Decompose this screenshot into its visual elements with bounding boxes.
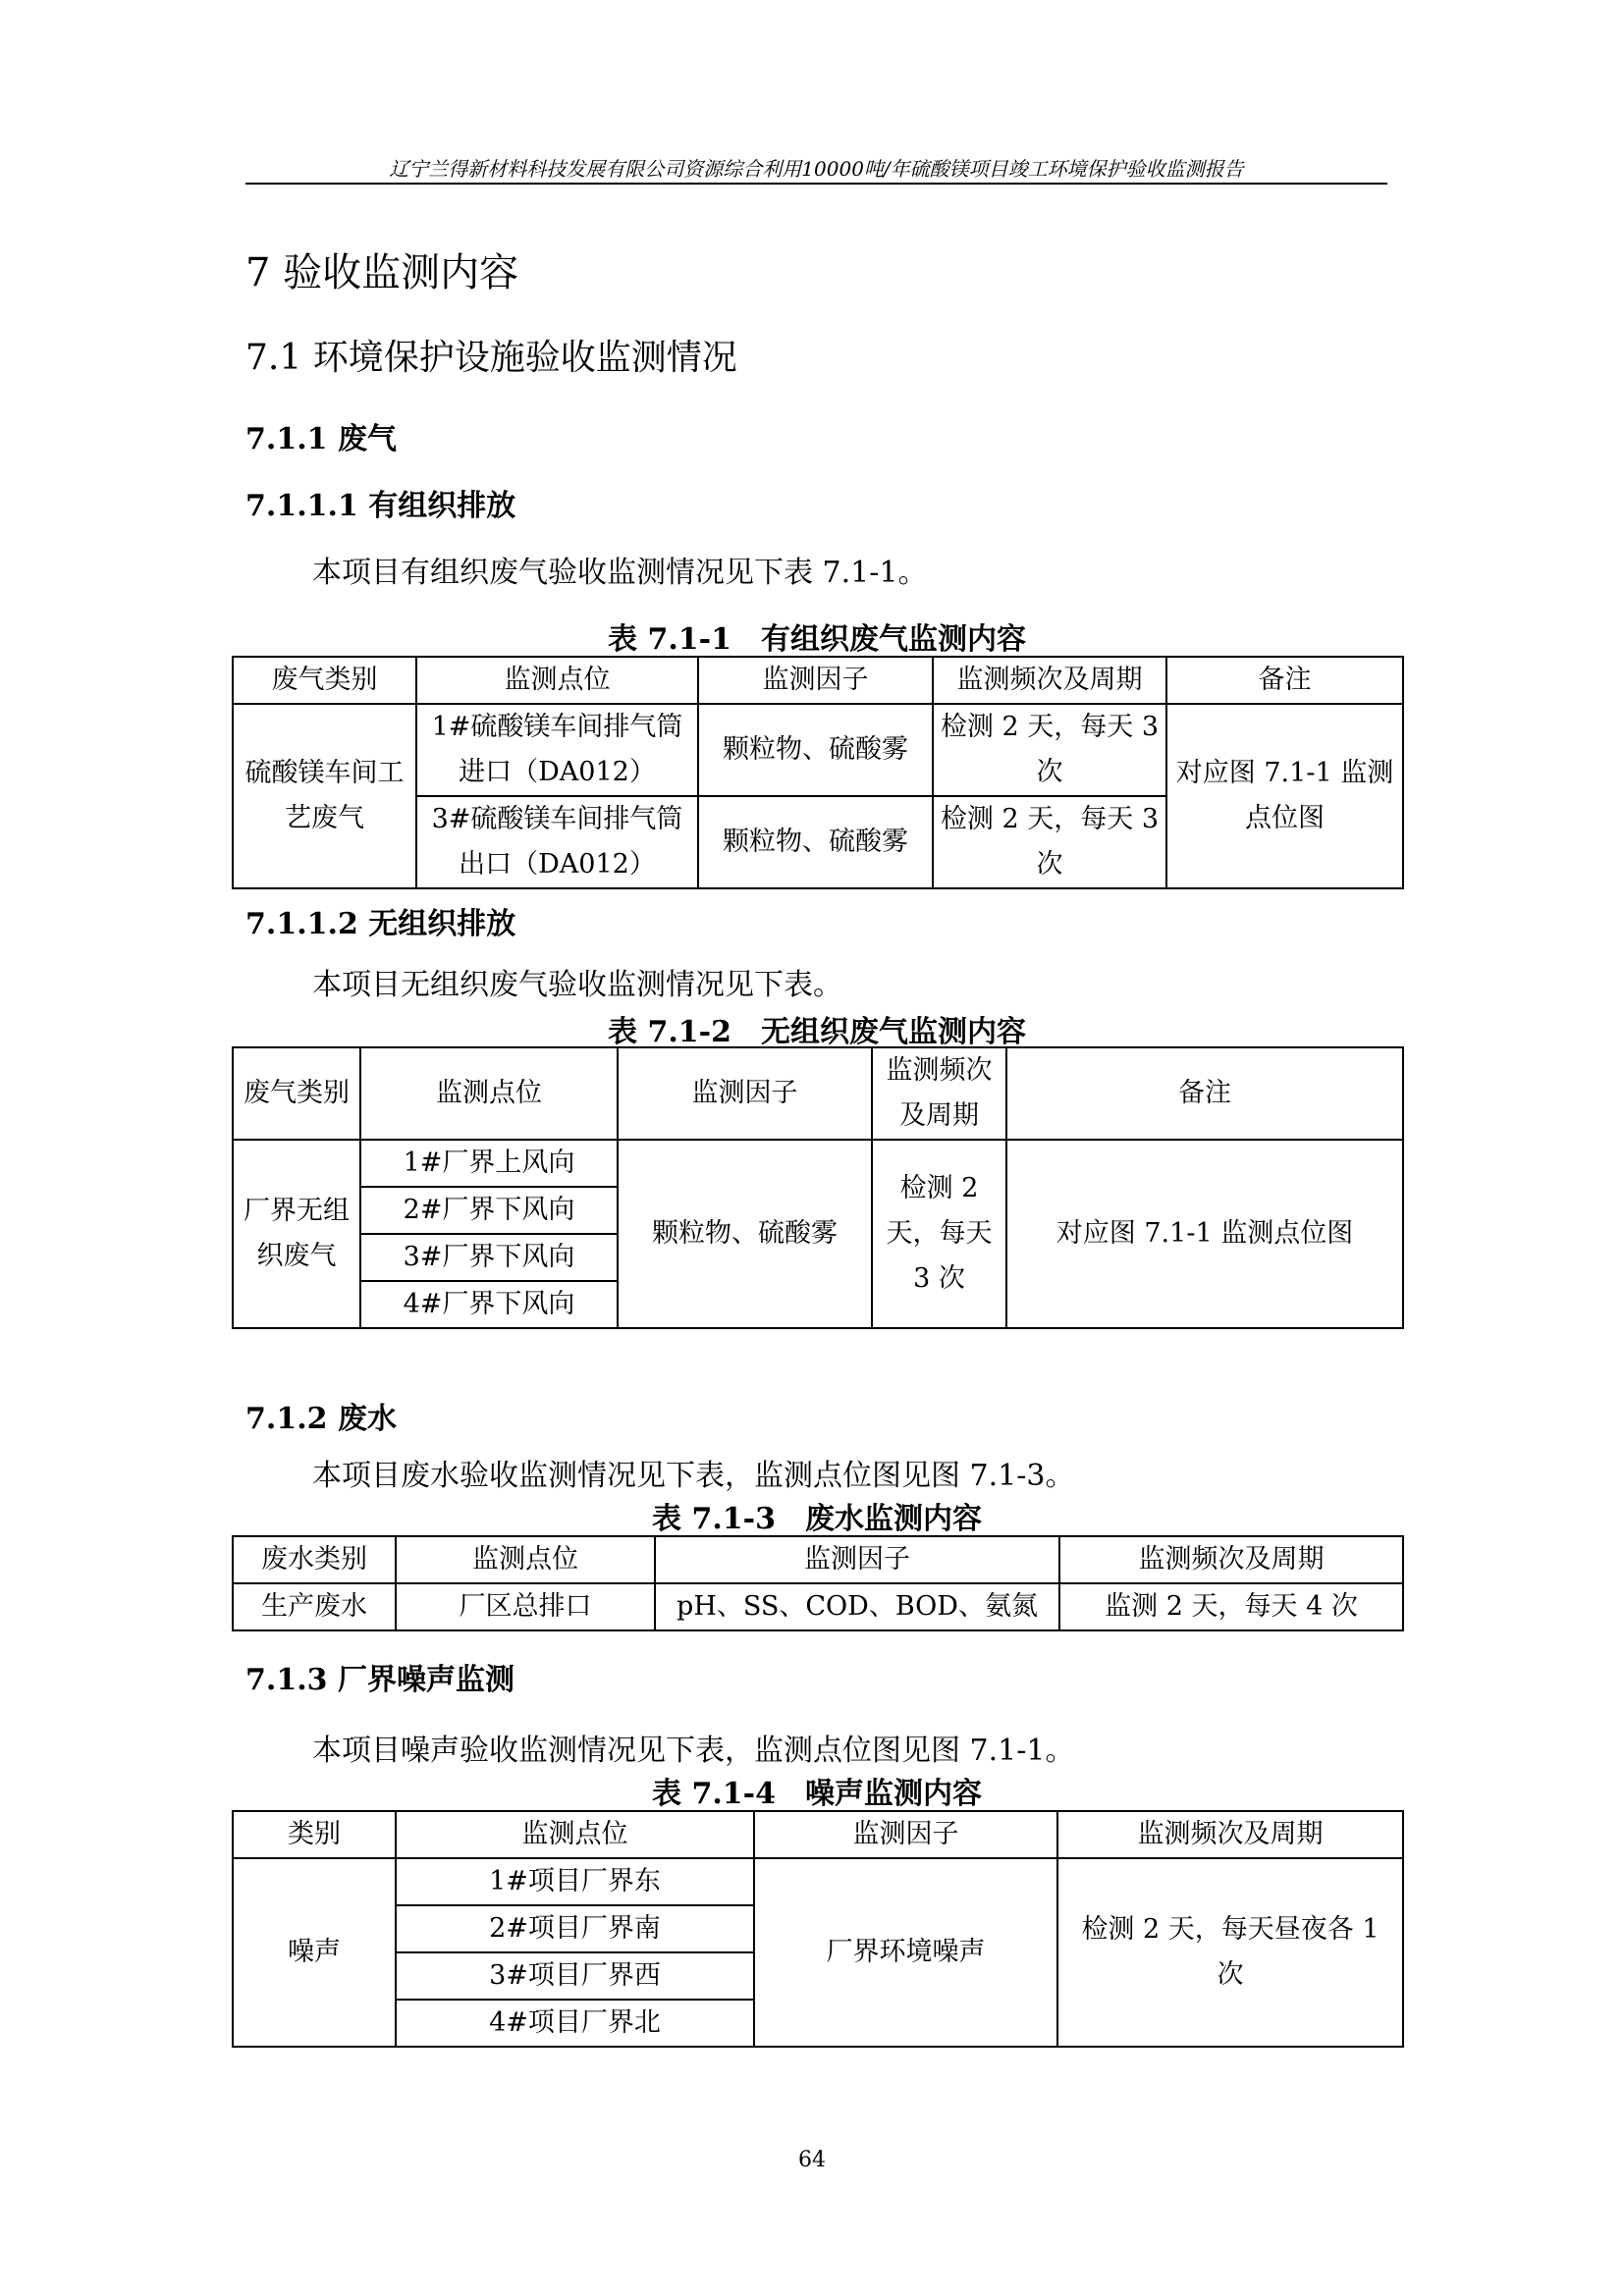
subsubsection-title-organized: 7.1.1.1 有组织排放 <box>245 489 516 523</box>
table-noise <box>232 1810 1404 2048</box>
table-caption-4: 表 7.1-4 噪声监测内容 <box>652 1777 982 1811</box>
factor-cell: 颗粒物、硫酸雾 <box>698 704 933 796</box>
point-cell: 1#硫酸镁车间排气筒进口（DA012） <box>416 704 698 796</box>
header-cell: 监测频次及周期 <box>1059 1536 1403 1583</box>
header-cell: 废气类别 <box>233 657 416 704</box>
frequency-cell: 检测 2 天，每天 3 次 <box>872 1140 1006 1328</box>
table-header-row <box>233 1811 1403 1858</box>
header-cell: 监测点位 <box>416 657 698 704</box>
header-cell: 监测频次及周期 <box>933 657 1166 704</box>
header-cell: 监测因子 <box>754 1811 1057 1858</box>
table-row <box>233 1583 1403 1630</box>
category-cell: 厂界无组织废气 <box>233 1140 360 1328</box>
header-cell: 备注 <box>1006 1047 1403 1140</box>
header-rule <box>245 183 1387 185</box>
chapter-title: 7 验收监测内容 <box>245 250 519 295</box>
header-cell: 监测因子 <box>698 657 933 704</box>
running-header: 辽宁兰得新材料科技发展有限公司资源综合利用10000吨/年硫酸镁项目竣工环境保护验收监测报告 <box>389 157 1244 181</box>
paragraph-unorganized: 本项目无组织废气验收监测情况见下表。 <box>312 968 842 1002</box>
table-unorganized-waste-gas <box>232 1046 1404 1329</box>
factor-cell: 厂界环境噪声 <box>754 1858 1057 2047</box>
point-cell: 3#项目厂界西 <box>396 1952 754 2000</box>
point-cell: 2#项目厂界南 <box>396 1905 754 1952</box>
point-cell: 4#项目厂界北 <box>396 2000 754 2047</box>
header-cell: 类别 <box>233 1811 396 1858</box>
subsection-title-noise: 7.1.3 厂界噪声监测 <box>245 1663 514 1697</box>
header-cell: 监测点位 <box>360 1047 618 1140</box>
frequency-cell: 检测 2 天，每天昼夜各 1 次 <box>1057 1858 1403 2047</box>
table-caption-1: 表 7.1-1 有组织废气监测内容 <box>608 622 1026 657</box>
table-header-row <box>233 1536 1403 1583</box>
header-cell: 废水类别 <box>233 1536 396 1583</box>
header-cell: 监测频次及周期 <box>1057 1811 1403 1858</box>
table-caption-2: 表 7.1-2 无组织废气监测内容 <box>608 1015 1026 1049</box>
point-cell: 厂区总排口 <box>396 1583 655 1630</box>
table-row <box>233 1140 1403 1187</box>
header-cell: 废气类别 <box>233 1047 360 1140</box>
factor-cell: 颗粒物、硫酸雾 <box>618 1140 872 1328</box>
frequency-cell: 检测 2 天，每天 3 次 <box>933 704 1166 796</box>
header-cell: 监测频次及周期 <box>872 1047 1006 1140</box>
category-cell: 生产废水 <box>233 1583 396 1630</box>
header-cell: 备注 <box>1166 657 1403 704</box>
point-cell: 2#厂界下风向 <box>360 1187 618 1234</box>
header-cell: 监测点位 <box>396 1811 754 1858</box>
table-caption-3: 表 7.1-3 废水监测内容 <box>652 1502 982 1536</box>
header-cell: 监测因子 <box>655 1536 1059 1583</box>
factor-cell: pH、SS、COD、BOD、氨氮 <box>655 1583 1059 1630</box>
subsubsection-title-unorganized: 7.1.1.2 无组织排放 <box>245 907 516 941</box>
table-row <box>233 1858 1403 1905</box>
frequency-cell: 监测 2 天，每天 4 次 <box>1059 1583 1403 1630</box>
paragraph-noise: 本项目噪声验收监测情况见下表，监测点位图见图 7.1-1。 <box>312 1734 1075 1768</box>
subsection-title-wastewater: 7.1.2 废水 <box>245 1402 397 1436</box>
point-cell: 4#厂界下风向 <box>360 1281 618 1328</box>
table-organized-waste-gas <box>232 656 1404 889</box>
table-row <box>233 704 1403 796</box>
point-cell: 3#厂界下风向 <box>360 1234 618 1281</box>
note-cell: 对应图 7.1-1 监测点位图 <box>1166 704 1403 888</box>
point-cell: 3#硫酸镁车间排气筒出口（DA012） <box>416 796 698 888</box>
note-cell: 对应图 7.1-1 监测点位图 <box>1006 1140 1403 1328</box>
table-header-row <box>233 1047 1403 1140</box>
frequency-cell: 检测 2 天，每天 3 次 <box>933 796 1166 888</box>
page-number: 64 <box>798 2148 826 2172</box>
header-cell: 监测点位 <box>396 1536 655 1583</box>
point-cell: 1#项目厂界东 <box>396 1858 754 1905</box>
header-cell: 监测因子 <box>618 1047 872 1140</box>
factor-cell: 颗粒物、硫酸雾 <box>698 796 933 888</box>
category-cell: 噪声 <box>233 1858 396 2047</box>
paragraph-organized: 本项目有组织废气验收监测情况见下表 7.1-1。 <box>312 556 928 590</box>
paragraph-wastewater: 本项目废水验收监测情况见下表，监测点位图见图 7.1-3。 <box>312 1459 1075 1493</box>
section-title: 7.1 环境保护设施验收监测情况 <box>245 338 737 378</box>
subsection-title-waste-gas: 7.1.1 废气 <box>245 422 397 456</box>
table-wastewater <box>232 1535 1404 1631</box>
point-cell: 1#厂界上风向 <box>360 1140 618 1187</box>
table-header-row <box>233 657 1403 704</box>
category-cell: 硫酸镁车间工艺废气 <box>233 704 416 888</box>
